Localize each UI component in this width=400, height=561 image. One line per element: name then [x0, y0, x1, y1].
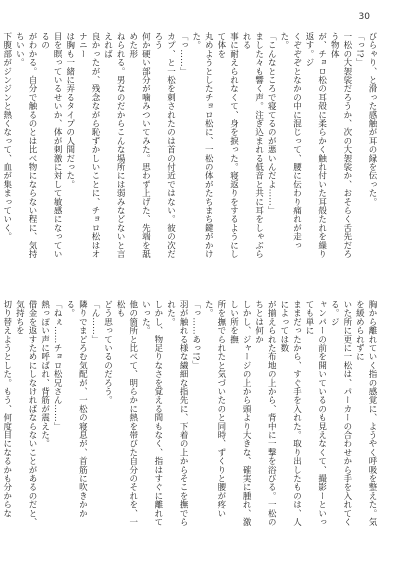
- text-line: 借金を返すためにしなければならないことがあるのだと、気持ちを: [14, 300, 37, 527]
- text-line: 丸めようとしたチョロ松に、一松の体がたちまち鍵がかけた。: [190, 32, 214, 259]
- text-line: 切り替えようとした。もう、何度目になるかも分からな: [1, 300, 12, 518]
- text-line: くぞぞぞとなかの中に混じって、腰に伝わり痛れが走った。: [278, 32, 302, 250]
- text-line: しかし、ジャージの上から頭より大きな、確実に腫れ、激しい所を撫: [228, 300, 252, 527]
- text-line: ました々も響く声。注ぎ込まれる低音と共に耳をしゃぶられる: [241, 32, 264, 259]
- text-line: 「っ……あっ!?」: [190, 300, 201, 370]
- text-line: 下腹部がジンジンと熱くなって、血が集まっていく。: [1, 32, 12, 241]
- text-line: 「ん……」: [89, 300, 100, 344]
- text-line: 良かったが、残念ながら恥ずかしいことに、チョロ松はオナニー: [77, 32, 100, 259]
- text-line: 他の箇所と比べて、明らかに熱を帯びた自分のそれを、一松も: [115, 300, 138, 527]
- text-line: 一松の大袈裟だろうか、次の大袈裟か、おそらく舌先だろう物体: [329, 32, 352, 259]
- text-line: が揃えられた布地の上から、背中に一撃を浴びる。一松のちとは何か: [253, 300, 277, 527]
- text-line: 「っ!?」: [354, 32, 365, 67]
- text-line: 胸から離れていく指の感覚に、ようやく呼吸を整えた。気を緩められずに: [354, 300, 377, 527]
- text-line: カプ、と一松を刺されたのは首の付近ではない。彼の次だろう: [152, 32, 176, 259]
- page-number: 30: [358, 12, 370, 22]
- text-line: 目を瞑っているせいか、体が刺激に対して敏感になっているの: [39, 32, 63, 259]
- text-line: 所を撫でられたと気づいたのと同時、ずくりと腰が疼いた。: [203, 300, 226, 518]
- text-line: がわかる。自分で触るのとは比べ物にならない程に、気持ちいい。: [14, 32, 37, 259]
- text-line: が、チョロ松の耳殻に柔らかく触れ付いた耳殻たれを繰り返す。ジ: [304, 32, 327, 259]
- text-line: 何か硬い部分が噛みついてみた。思わず上げた、先端を舐めた形: [127, 32, 151, 259]
- text-line: いた所に更に一松は、パーカーの合わせから手を入れてくる。ジ: [329, 300, 352, 527]
- text-line: ねられる。男なのだからこんな場所には弱みなどないと言えれば: [102, 32, 126, 259]
- text-line: しかし、物足りなさを覚える間もなく、指はすぐに離れていった。: [140, 300, 163, 527]
- text-line: 「ねぇ……チョロ松兄さん……」: [52, 300, 63, 431]
- text-line: ままだったから、すぐ手を入れた。取り出したものは、人によっては数: [278, 300, 302, 527]
- text-line: どう思っているのだろう。: [102, 300, 113, 405]
- text-line: 事に耐えられなくて、身を捩った。寝返りをするようにして体を: [215, 32, 239, 259]
- text-line: 「こんなところで寝てるのが悪いんだよ……」: [266, 32, 277, 215]
- upper-text-block: [1, 32, 378, 264]
- text-line: 熱っぽい声に呼ばれ、背筋が震えた。: [39, 300, 50, 448]
- text-line: 隣りでまどろむ気配が、一松の寝息が、首筋に吹きかかる。: [64, 300, 88, 518]
- text-line: びらゃり、と滑った感触が耳の縁を伝った。: [367, 32, 377, 206]
- text-line: ャンパーの前を開いているのも見えなくて、撮影ーといっても単に: [304, 300, 327, 527]
- lower-text-block: [1, 300, 378, 532]
- text-line: は胸も一緒に弄るタイプの人間だった。: [64, 32, 75, 189]
- text-line: 「っ……」: [178, 32, 189, 76]
- text-line: 羽が触れる様な繊細な指先に、下着の上からそこを撫でられた。: [165, 300, 189, 527]
